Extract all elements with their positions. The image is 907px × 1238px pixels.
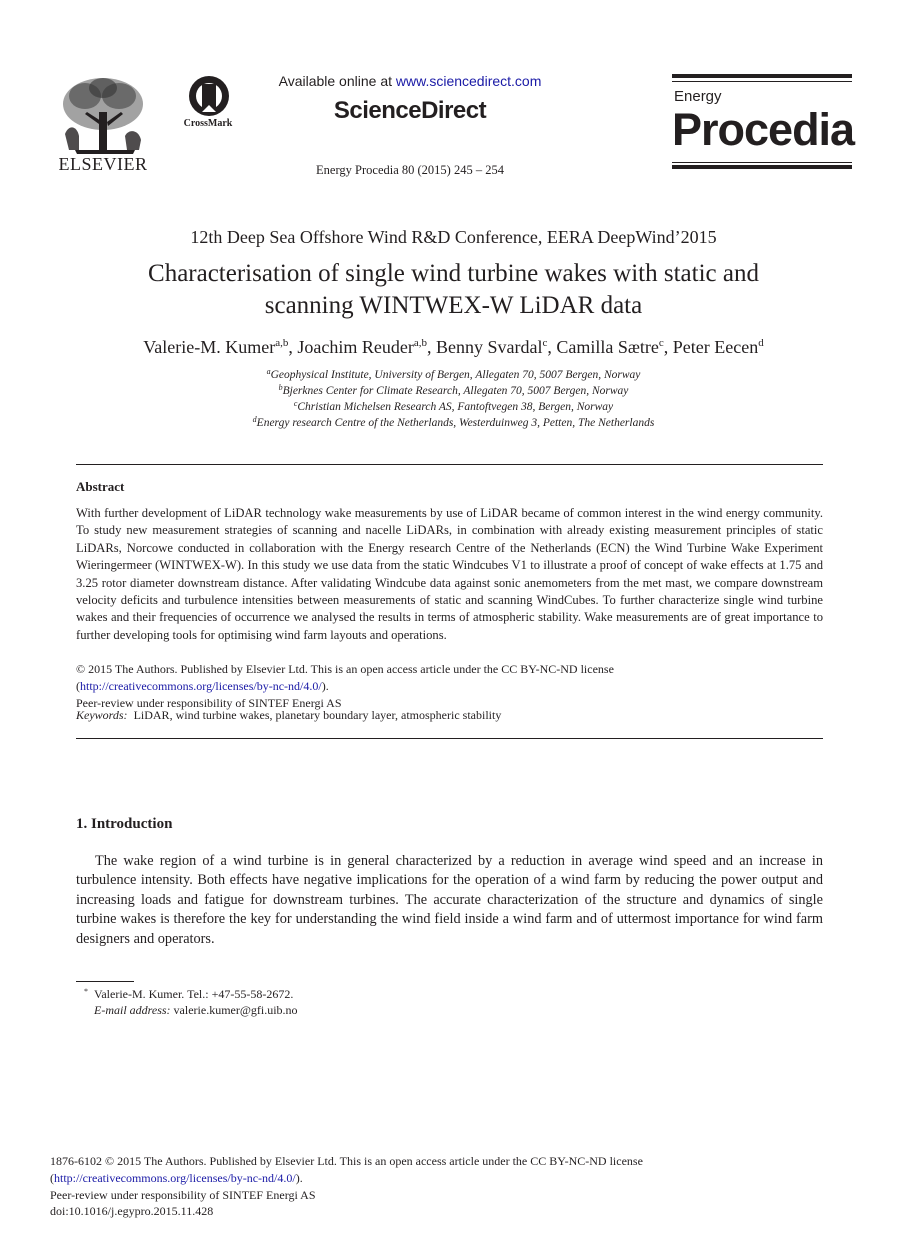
author-affil: a,b — [275, 337, 289, 349]
license-paren: ( — [50, 1171, 54, 1185]
license-paren: ( — [76, 679, 80, 693]
author-list — [40, 337, 867, 358]
title-line: scanning WINTWEX-W LiDAR data — [264, 292, 643, 319]
abstract-body: With further development of LiDAR technology wake measurements by use of LiDAR became of common interest in the wind energy community. To study new measurement strategies of scanning and nacelle LiDARs, in combination with already existing measurement principles of static LiDARs, Norcowe conducted in collaboration with the Energy research Centre of the Netherlands (ECN) the Wind Turbine Wake Experiment Wieringermeer (WINTWEX-W). In this study we use data from the static Windcubes V1 to illustrate a proof of concept of wake effects at 1.75 and 3.25 rotor diameter downstream distance. After validating Windcube data against sonic anemometers from the met mast, we compare downstream velocity deficits and turbulence intensities between measurements of static and scanning WindCubes. To further characterize single wind turbine wakes and their frequencies of occurrence we analysed the results in terms of atmospheric stability. Wake measurements are of great importance to further developing tools for optimising wind farm layouts and operations. — [76, 506, 823, 642]
keywords-label: Keywords: — [76, 708, 128, 722]
elsevier-tree-icon — [55, 74, 151, 156]
footer-license-link[interactable]: http://creativecommons.org/licenses/by-nc-nd/4.0/ — [54, 1171, 296, 1185]
logo-rule — [672, 81, 852, 82]
footer-license-line — [50, 1171, 303, 1186]
license-line — [76, 679, 823, 694]
peer-review: Peer-review under responsibility of SINTEF Energi AS — [76, 696, 342, 710]
author-sep: , — [426, 337, 436, 357]
logo-rule — [672, 165, 852, 169]
author-sep: , — [547, 337, 557, 357]
footnote-rule — [76, 981, 134, 982]
affiliation — [60, 369, 847, 381]
journal-logo-energy: Energy — [674, 88, 722, 105]
author-sep: , — [663, 337, 673, 357]
author-sep: , — [288, 337, 298, 357]
affiliation — [60, 401, 847, 413]
paper-title — [60, 258, 847, 322]
available-online — [260, 73, 560, 89]
author-name: Peter Eecen — [672, 337, 759, 357]
section-heading: 1. Introduction — [76, 816, 173, 832]
abstract-heading: Abstract — [76, 479, 125, 494]
affiliation-text: Christian Michelsen Research AS, Fantoftvegen 38, Bergen, Norway — [297, 401, 614, 413]
author-affil: c — [658, 337, 664, 349]
author-name: Valerie-M. Kumer — [143, 337, 276, 357]
affiliation-text: Geophysical Institute, University of Bergen, Allegaten 70, 5007 Bergen, Norway — [270, 369, 641, 381]
license-link[interactable]: http://creativecommons.org/licenses/by-nc-nd/4.0/ — [80, 679, 322, 693]
keywords — [76, 708, 501, 723]
author-name: Joachim Reuder — [297, 337, 414, 357]
issn-line: 1876-6102 © 2015 The Authors. Published by Elsevier Ltd. This is an open access article under the CC BY-NC-ND license — [50, 1154, 643, 1168]
abstract-top-rule — [76, 464, 823, 465]
elsevier-logo — [55, 74, 151, 178]
email-label: E-mail address: — [94, 1003, 171, 1017]
author-affil: c — [542, 337, 548, 349]
license-paren: ). — [295, 1171, 303, 1185]
affiliation-marker: b — [278, 383, 283, 392]
sciencedirect-link[interactable]: www.sciencedirect.com — [395, 73, 542, 89]
crossmark-label: CrossMark — [183, 118, 233, 129]
footer-peer-review: Peer-review under responsibility of SINTEF Energi AS — [50, 1188, 316, 1202]
energy-procedia-logo — [672, 74, 855, 179]
affiliation-text: Energy research Centre of the Netherlands, Westerduinweg 3, Petten, The Netherlands — [256, 417, 655, 429]
affiliation — [60, 385, 847, 397]
author-name: Benny Svardal — [435, 337, 543, 357]
footnote-contact — [84, 987, 293, 1002]
affiliation — [60, 417, 847, 429]
logo-rule — [672, 74, 852, 78]
journal-reference: Energy Procedia 80 (2015) 245 – 254 — [316, 163, 504, 177]
affiliation-marker: c — [293, 399, 298, 408]
abstract-bottom-rule — [76, 738, 823, 739]
email-address[interactable]: valerie.kumer@gfi.uib.no — [173, 1003, 298, 1017]
license-paren: ). — [321, 679, 329, 693]
affiliation-marker: d — [252, 415, 257, 424]
logo-rule — [672, 162, 852, 163]
footnote-email — [94, 1003, 298, 1018]
title-line: Characterisation of single wind turbine wakes with static and — [148, 260, 759, 287]
keywords-text: LiDAR, wind turbine wakes, planetary boundary layer, atmospheric stability — [133, 708, 502, 722]
affiliation-marker: a — [266, 367, 271, 376]
sciencedirect-wordmark: ScienceDirect — [333, 97, 487, 124]
doi[interactable]: doi:10.1016/j.egypro.2015.11.428 — [50, 1204, 214, 1218]
elsevier-wordmark: ELSEVIER — [58, 154, 148, 174]
footnote-marker: * — [84, 987, 88, 996]
author-name: Camilla Sætre — [556, 337, 659, 357]
journal-logo-procedia: Procedia — [672, 104, 855, 155]
conference-name: 12th Deep Sea Offshore Wind R&D Conference, EERA DeepWind’2015 — [190, 227, 717, 247]
author-affil: a,b — [413, 337, 427, 349]
author-affil: d — [758, 337, 764, 349]
footnote-text: Valerie-M. Kumer. Tel.: +47-55-58-2672. — [94, 987, 294, 1001]
intro-paragraph: The wake region of a wind turbine is in general characterized by a reduction in average wind speed and an increase in turbulence intensity. Both effects have negative implications for the operation of a wind farm by reducing the power output and increasing loads and fatigue for downstream turbines. The accurate characterization of the structure and dynamics of single turbine wakes is therefore the key for understanding the wind field inside a wind farm and of uttermost importance for wind farm designers and operators. — [76, 853, 823, 947]
copyright-line: © 2015 The Authors. Published by Elsevier Ltd. This is an open access article under the CC BY-NC-ND license — [76, 662, 614, 676]
available-prefix: Available online at — [278, 73, 396, 89]
affiliation-text: Bjerknes Center for Climate Research, Allegaten 70, 5007 Bergen, Norway — [282, 385, 629, 397]
